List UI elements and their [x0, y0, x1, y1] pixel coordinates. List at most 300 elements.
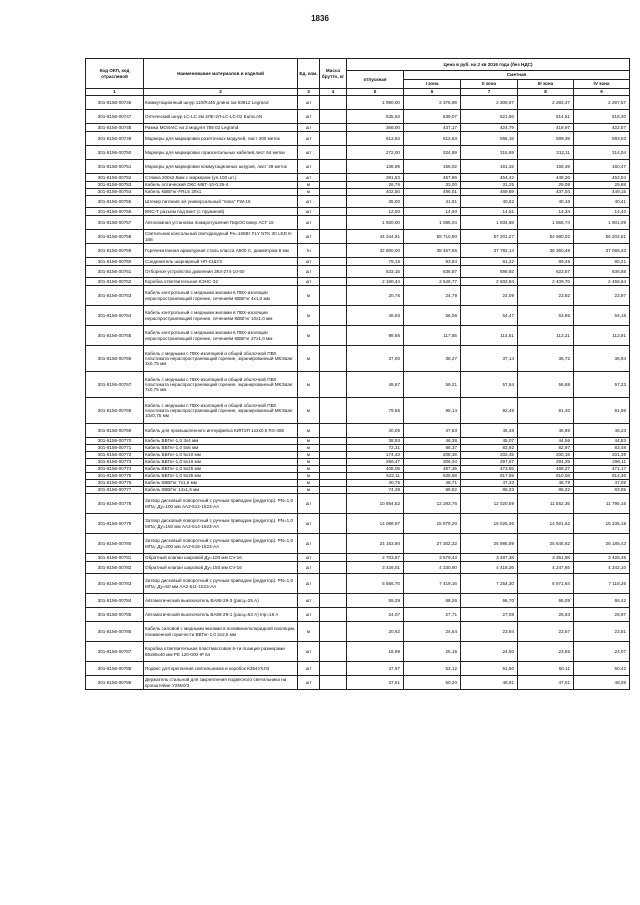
row-code: 301-8156-00768 — [86, 398, 144, 424]
price-zone4: 91,96 — [574, 398, 630, 424]
header-zone2: II зона — [461, 80, 518, 89]
price-release: 40,05 — [347, 424, 404, 438]
price-zone1: 12 293,76 — [404, 494, 461, 514]
index-cell: 3 — [298, 89, 320, 96]
row-name: Светильник консольный светодиодный Рн=165Вт FLY NTK 30 LED 6-168 — [144, 230, 298, 244]
row-unit: шт — [298, 132, 320, 146]
price-zone4: 471,17 — [574, 466, 630, 473]
price-zone2: 66,70 — [461, 594, 518, 608]
page-number: 1836 — [311, 14, 329, 23]
row-code: 301-8156-00786 — [86, 622, 144, 642]
row-name: Кабель ВВГнг-1,0 5х35 мм — [144, 473, 298, 480]
price-zone4: 36,94 — [574, 346, 630, 372]
header-unit: Ед. изм. — [298, 59, 320, 89]
price-release: 47,97 — [347, 662, 404, 676]
row-unit: шт — [298, 554, 320, 562]
index-cell: 9 — [574, 89, 630, 96]
price-zone2: 37,14 — [461, 346, 518, 372]
header-release: отпускная — [347, 71, 404, 89]
row-code: 301-8156-00751 — [86, 160, 144, 174]
price-zone1: 27 302,32 — [404, 534, 461, 554]
row-mass — [320, 266, 347, 278]
price-zone4: 113,91 — [574, 326, 630, 346]
row-unit: м — [298, 424, 320, 438]
table-row — [86, 398, 630, 424]
price-zone4: 3 426,49 — [574, 554, 630, 562]
row-code: 301-8156-00767 — [86, 372, 144, 398]
row-code: 301-8156-00788 — [86, 662, 144, 676]
row-name: Обратный клапан шаровой Ду=150 мм CV-16 — [144, 562, 298, 574]
price-release: 24 163,80 — [347, 534, 404, 554]
price-zone1: 38,27 — [404, 346, 461, 372]
price-zone1: 635,58 — [404, 473, 461, 480]
row-code: 301-8156-00789 — [86, 676, 144, 690]
price-zone1: 47,83 — [404, 424, 461, 438]
row-unit: м — [298, 487, 320, 494]
row-name: Оптический шнур LC-LC 2м 4ЛЕ-2Л-LC-LC-02 EuroLAN — [144, 110, 298, 124]
price-release: 59,29 — [347, 594, 404, 608]
price-zone4: 15 235,19 — [574, 514, 630, 534]
price-zone3: 36,72 — [518, 346, 574, 372]
row-name: Коммутационный шнур 110/RJ45 длина 1м 63912 Legrand — [144, 96, 298, 110]
price-release: 391,53 — [347, 174, 404, 182]
row-mass — [320, 160, 347, 174]
index-cell: 7 — [461, 89, 518, 96]
price-release: 40,76 — [347, 480, 404, 487]
row-mass — [320, 96, 347, 110]
price-zone1: 38 467,86 — [404, 244, 461, 258]
row-mass — [320, 452, 347, 459]
price-zone3: 14,34 — [518, 208, 574, 216]
row-code: 301-8156-00778 — [86, 494, 144, 514]
header-estimate: Сметная — [404, 71, 630, 80]
row-unit: шт — [298, 662, 320, 676]
row-name: Стяжка 200х2,5мм с маркером (уп.100 шт.) — [144, 174, 298, 182]
table-row — [86, 554, 630, 562]
row-mass — [320, 459, 347, 466]
price-zone2: 24,50 — [461, 642, 518, 662]
price-zone2: 202,45 — [461, 452, 518, 459]
price-zone2: 598,92 — [461, 266, 518, 278]
table-row — [86, 534, 630, 554]
price-zone3: 614,51 — [518, 110, 574, 124]
row-code: 301-8156-00750 — [86, 146, 144, 160]
row-mass — [320, 286, 347, 306]
row-unit: шт — [298, 642, 320, 662]
row-unit: м — [298, 286, 320, 306]
price-zone3: 82,97 — [518, 445, 574, 452]
price-zone1: 166,02 — [404, 160, 461, 174]
price-release: 32 600,00 — [347, 244, 404, 258]
price-zone2: 26 985,89 — [461, 534, 518, 554]
table-row — [86, 622, 630, 642]
row-name: Коробка ответвительная пластмассовая 6-ти позиция размерами 85х85х40 мм PE 120-000-IP 54 — [144, 642, 298, 662]
price-release: 98,66 — [347, 326, 404, 346]
price-zone2: 7 254,30 — [461, 574, 518, 594]
row-unit: м — [298, 189, 320, 196]
price-zone3: 50,11 — [518, 662, 574, 676]
price-zone2: 1 834,88 — [461, 216, 518, 230]
table-row — [86, 196, 630, 208]
row-mass — [320, 196, 347, 208]
price-zone4: 452,04 — [574, 174, 630, 182]
price-zone4: 422,57 — [574, 124, 630, 132]
price-zone4: 57,23 — [574, 372, 630, 398]
price-release: 12,50 — [347, 208, 404, 216]
price-zone2: 57,54 — [461, 372, 518, 398]
price-zone2: 297,67 — [461, 459, 518, 466]
row-name: Кабель ВВГнг-1,0 5х25 мм — [144, 466, 298, 473]
table-row — [86, 494, 630, 514]
price-release: 2 703,67 — [347, 554, 404, 562]
row-mass — [320, 346, 347, 372]
price-zone4: 23,97 — [574, 286, 630, 306]
price-zone1: 25,15 — [404, 642, 461, 662]
row-unit: м — [298, 459, 320, 466]
price-table — [85, 58, 630, 690]
row-unit: шт — [298, 258, 320, 266]
row-mass — [320, 594, 347, 608]
price-zone2: 51,50 — [461, 662, 518, 676]
price-zone3: 40,16 — [518, 196, 574, 208]
price-release: 79,65 — [347, 398, 404, 424]
price-release: 20,62 — [347, 622, 404, 642]
row-mass — [320, 424, 347, 438]
row-name: Кабель силовой с медными жилами в поливинилхлоридной изоляции, пониженной горючести ВВГнг-1,0 2х2,5 мм — [144, 622, 298, 642]
table-row — [86, 487, 630, 494]
price-zone1: 88,82 — [404, 487, 461, 494]
row-unit: м — [298, 480, 320, 487]
row-unit: шт — [298, 534, 320, 554]
price-zone2: 54,47 — [461, 306, 518, 326]
price-zone3: 44,56 — [518, 438, 574, 445]
row-mass — [320, 622, 347, 642]
price-zone2: 161,32 — [461, 160, 518, 174]
row-code: 301-8156-00763 — [86, 286, 144, 306]
table-row — [86, 306, 630, 326]
price-zone4: 614,36 — [574, 473, 630, 480]
row-unit: шт — [298, 124, 320, 132]
price-zone2: 3 487,38 — [461, 554, 518, 562]
row-unit: шт — [298, 278, 320, 286]
row-code: 301-8156-00776 — [86, 480, 144, 487]
index-cell: 6 — [404, 89, 461, 96]
price-release: 79,15 — [347, 258, 404, 266]
price-release: 402,50 — [347, 189, 404, 196]
price-zone3: 589,39 — [518, 132, 574, 146]
row-mass — [320, 438, 347, 445]
row-code: 301-8156-00773 — [86, 459, 144, 466]
price-zone1: 14,93 — [404, 208, 461, 216]
price-zone3: 2 409,76 — [518, 278, 574, 286]
row-code: 301-8156-00780 — [86, 534, 144, 554]
price-release: 35,00 — [347, 196, 404, 208]
row-mass — [320, 216, 347, 230]
price-zone2: 24,09 — [461, 286, 518, 306]
price-zone3: 449,26 — [518, 174, 574, 182]
table-row — [86, 189, 630, 196]
price-zone3: 2 283,47 — [518, 96, 574, 110]
row-unit: м — [298, 182, 320, 189]
price-release: 18,99 — [347, 642, 404, 662]
row-code: 301-8156-00765 — [86, 326, 144, 346]
header-name: Наименование материалов и изделий — [144, 59, 298, 89]
price-zone3: 6 971,84 — [518, 574, 574, 594]
row-code: 301-8156-00754 — [86, 189, 144, 196]
price-zone1: 437,17 — [404, 124, 461, 132]
row-code: 301-8156-00784 — [86, 594, 144, 608]
table-row — [86, 266, 630, 278]
price-zone4: 50,42 — [574, 662, 630, 676]
row-unit: шт — [298, 594, 320, 608]
price-zone4: 2 297,57 — [574, 96, 630, 110]
table-row — [86, 424, 630, 438]
price-zone3: 29,08 — [518, 182, 574, 189]
row-code: 301-8156-00766 — [86, 346, 144, 372]
price-zone2: 621,56 — [461, 110, 518, 124]
price-zone2: 37 782,14 — [461, 244, 518, 258]
price-zone4: 11 795,16 — [574, 494, 630, 514]
price-zone2: 114,51 — [461, 326, 518, 346]
price-zone2: 2 502,84 — [461, 278, 518, 286]
row-unit: м — [298, 473, 320, 480]
price-zone2: 15 526,36 — [461, 514, 518, 534]
row-unit: шт — [298, 676, 320, 690]
row-unit: м — [298, 326, 320, 346]
price-zone1: 208,35 — [404, 452, 461, 459]
price-release: 138,99 — [347, 160, 404, 174]
row-name: Кабель КВВГнг-FRLS 29х1 — [144, 189, 298, 196]
index-cell: 4 — [320, 89, 347, 96]
price-zone1: 496,01 — [404, 189, 461, 196]
row-unit: шт — [298, 494, 320, 514]
price-release: 72,31 — [347, 445, 404, 452]
table-row — [86, 278, 630, 286]
price-release: 10 884,52 — [347, 494, 404, 514]
table-row — [86, 608, 630, 622]
price-zone4: 201,39 — [574, 452, 630, 459]
price-zone2: 473,65 — [461, 466, 518, 473]
price-zone1: 4 330,90 — [404, 562, 461, 574]
price-zone1: 467,86 — [404, 174, 461, 182]
table-row — [86, 182, 630, 189]
row-code: 301-8156-00746 — [86, 96, 144, 110]
row-name: Кабель с медными с ПВХ-изоляцией и общей оболочкой ПВХ пластиката нераспространяющий горение, экранированный МКЭШнг 3х0,75 мм — [144, 346, 298, 372]
price-zone1: 93,84 — [404, 258, 461, 266]
row-name: Затвор дисковый поворотный с ручным приводом (редуктор). PN=1,0 МПа; Ду=50 мм АА2-511-1523-АА — [144, 574, 298, 594]
price-zone3: 3 351,98 — [518, 554, 574, 562]
row-name: Автоматический выключатель ВА88-29-3 (расц=25 А) — [144, 594, 298, 608]
table-row — [86, 132, 630, 146]
price-release: 38,93 — [347, 438, 404, 445]
row-code: 301-8156-00756 — [86, 208, 144, 216]
price-zone3: 159,49 — [518, 160, 574, 174]
row-unit: тн — [298, 244, 320, 258]
row-name: Горячекатанная арматурная сталь класса А500 С, диаметром 8 мм — [144, 244, 298, 258]
price-zone1: 59 710,90 — [404, 230, 461, 244]
row-mass — [320, 642, 347, 662]
row-unit: шт — [298, 514, 320, 534]
row-mass — [320, 662, 347, 676]
table-row — [86, 372, 630, 398]
table-row — [86, 110, 630, 124]
row-code: 301-8156-00758 — [86, 230, 144, 244]
price-zone3: 46,79 — [518, 480, 574, 487]
price-zone3: 14 921,62 — [518, 514, 574, 534]
table-row — [86, 676, 630, 690]
row-name: Кабель оптический ОКС-М6Т-10-0,35-4 — [144, 182, 298, 189]
row-mass — [320, 306, 347, 326]
price-zone4: 24,07 — [574, 642, 630, 662]
price-zone4: 1 901,09 — [574, 216, 630, 230]
table-row — [86, 146, 630, 160]
price-zone4: 23,81 — [574, 622, 630, 642]
price-zone4: 54,18 — [574, 306, 630, 326]
table-row — [86, 124, 630, 132]
row-code: 301-8156-00753 — [86, 182, 144, 189]
row-mass — [320, 230, 347, 244]
price-zone4: 47,08 — [574, 480, 630, 487]
row-unit: м — [298, 438, 320, 445]
price-zone4: 66,42 — [574, 594, 630, 608]
row-unit: шт — [298, 174, 320, 182]
price-release: 74,39 — [347, 487, 404, 494]
row-unit: шт — [298, 110, 320, 124]
row-mass — [320, 189, 347, 196]
price-zone4: 26 185,43 — [574, 534, 630, 554]
price-zone2: 14,51 — [461, 208, 518, 216]
row-name: Кабель ВВГнг-1,0 3х4 мм — [144, 438, 298, 445]
price-zone2: 27,08 — [461, 608, 518, 622]
row-code: 301-8156-00782 — [86, 562, 144, 574]
price-zone4: 2 456,64 — [574, 278, 630, 286]
price-release: 513,84 — [347, 132, 404, 146]
price-zone1: 7 419,16 — [404, 574, 461, 594]
price-zone1: 46,38 — [404, 438, 461, 445]
row-mass — [320, 554, 347, 562]
price-zone1: 41,81 — [404, 196, 461, 208]
row-code: 301-8156-00759 — [86, 244, 144, 258]
table-row — [86, 208, 630, 216]
row-mass — [320, 258, 347, 266]
row-mass — [320, 608, 347, 622]
price-zone4: 83,85 — [574, 487, 630, 494]
price-zone4: 37 068,33 — [574, 244, 630, 258]
table-row — [86, 459, 630, 466]
table-row — [86, 258, 630, 266]
row-code: 301-8156-00761 — [86, 266, 144, 278]
price-release: 14 088,97 — [347, 514, 404, 534]
row-mass — [320, 132, 347, 146]
row-name: Затвор дисковый поворотный с ручным приводом (редуктор). PN=1,0 МПа; Ду=100 мм АА2-512-1523-АА — [144, 494, 298, 514]
index-cell: 2 — [144, 89, 298, 96]
price-zone1: 306,34 — [404, 459, 461, 466]
row-name: Кабель для промышленного интерфейса КИПЭП 1х2х0,6 RS-485 — [144, 424, 298, 438]
price-zone4: 14,43 — [574, 208, 630, 216]
row-unit: шт — [298, 208, 320, 216]
price-zone2: 424,79 — [461, 124, 518, 132]
price-zone2: 83,92 — [461, 445, 518, 452]
price-release: 20,76 — [347, 286, 404, 306]
header-zone1: I зона — [404, 80, 461, 89]
price-release: 26,76 — [347, 182, 404, 189]
table-body — [86, 96, 630, 690]
header-mass: Масса брутто, кг — [320, 59, 347, 89]
price-zone4: 4 342,10 — [574, 562, 630, 574]
price-zone2: 57 201,27 — [461, 230, 518, 244]
price-zone3: 47,01 — [518, 676, 574, 690]
row-unit: шт — [298, 196, 320, 208]
table-row — [86, 480, 630, 487]
row-code: 301-8156-00748 — [86, 124, 144, 132]
table-row — [86, 244, 630, 258]
row-name: Соединитель шарнирный НП-СШУЗ — [144, 258, 298, 266]
price-zone4: 40,41 — [574, 196, 630, 208]
price-zone3: 294,29 — [518, 459, 574, 466]
row-code: 301-8156-00785 — [86, 608, 144, 622]
row-name: Кабель ВВГнг-1,0 5х16 мм — [144, 459, 298, 466]
price-zone1: 2 549,77 — [404, 278, 461, 286]
price-zone2: 596,15 — [461, 132, 518, 146]
row-name: Отборное устройство давления ЗК4-274-10-50 — [144, 266, 298, 278]
table-row — [86, 662, 630, 676]
table-row — [86, 216, 630, 230]
price-release: 256,47 — [347, 459, 404, 466]
price-zone4: 46,23 — [574, 424, 630, 438]
price-release: 37,91 — [347, 676, 404, 690]
table-row — [86, 445, 630, 452]
row-mass — [320, 676, 347, 690]
row-unit: шт — [298, 96, 320, 110]
price-release: 6 566,70 — [347, 574, 404, 594]
row-name: Кабель ВВГнг-1,0 5х6 мм — [144, 445, 298, 452]
row-code: 301-8156-00772 — [86, 452, 144, 459]
price-zone1: 27,71 — [404, 608, 461, 622]
row-unit: шт — [298, 146, 320, 160]
row-code: 301-8156-00760 — [86, 258, 144, 266]
price-zone4: 618,30 — [574, 110, 630, 124]
row-name: Кабель с медными с ПВХ-изоляцией и общей оболочкой ПВХ пластиката нераспространяющий горение, экранированный МКЭШнг 10х0,75 мм — [144, 398, 298, 424]
table-row — [86, 438, 630, 445]
price-release: 532,11 — [347, 473, 404, 480]
row-name: Автономная установка пожаротушения ПирОСтикер АСТ 15 — [144, 216, 298, 230]
price-release: 366,00 — [347, 124, 404, 132]
table-row — [86, 452, 630, 459]
price-zone3: 85,32 — [518, 487, 574, 494]
table-row — [86, 574, 630, 594]
row-name: Кабель ВВГнг-1,0 5х10 мм — [144, 452, 298, 459]
price-zone3: 26,83 — [518, 608, 574, 622]
price-zone3: 56,88 — [518, 372, 574, 398]
price-zone4: 90,21 — [574, 258, 630, 266]
row-unit: шт — [298, 562, 320, 574]
table-row — [86, 642, 630, 662]
price-release: 408,09 — [347, 466, 404, 473]
price-zone3: 437,04 — [518, 189, 574, 196]
table-row — [86, 466, 630, 473]
price-zone2: 4 418,26 — [461, 562, 518, 574]
row-mass — [320, 110, 347, 124]
row-mass — [320, 146, 347, 160]
price-zone3: 610,58 — [518, 473, 574, 480]
price-zone1: 24,64 — [404, 622, 461, 642]
row-mass — [320, 182, 347, 189]
table-row — [86, 96, 630, 110]
index-cell: 8 — [518, 89, 574, 96]
table-row — [86, 160, 630, 174]
price-zone4: 449,15 — [574, 189, 630, 196]
price-zone1: 24,79 — [404, 286, 461, 306]
